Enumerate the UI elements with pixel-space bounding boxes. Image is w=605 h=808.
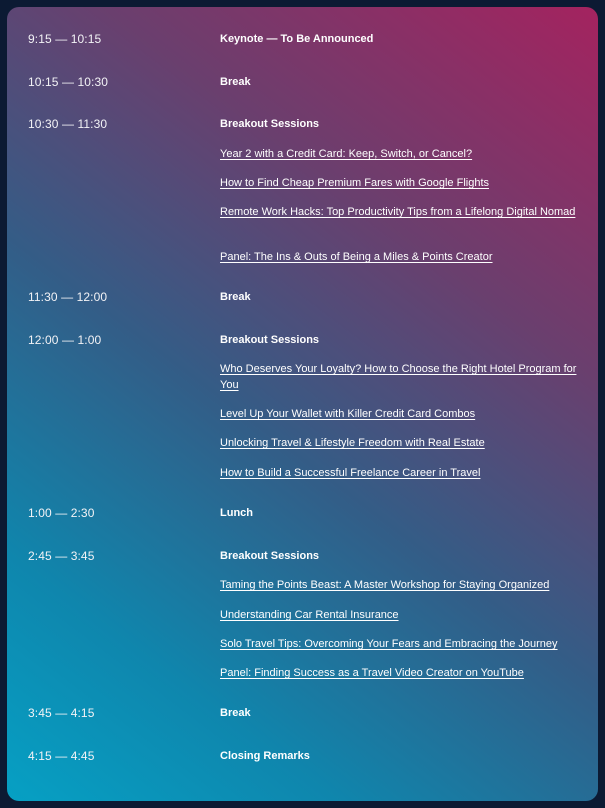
time-slot: 1:00 — 2:30 — [28, 506, 95, 520]
session-link[interactable]: Remote Work Hacks: Top Productivity Tips from a Lifelong Digital Nomad — [220, 206, 576, 218]
time-slot: 3:45 — 4:15 — [28, 706, 95, 720]
event-title: Breakout Sessions — [220, 334, 320, 346]
event-title: Lunch — [220, 507, 253, 519]
session-link[interactable]: Panel: Finding Success as a Travel Video Creator on YouTube — [220, 667, 524, 679]
session-link[interactable]: Year 2 with a Credit Card: Keep, Switch, or Cancel? — [220, 148, 473, 160]
session-link[interactable]: Understanding Car Rental Insurance — [220, 609, 399, 621]
session-link[interactable]: Panel: The Ins & Outs of Being a Miles & Points Creator — [220, 251, 493, 263]
event-title: Closing Remarks — [220, 750, 310, 762]
session-link[interactable]: Solo Travel Tips: Overcoming Your Fears and Embracing the Journey — [220, 638, 558, 650]
time-slot: 11:30 — 12:00 — [28, 290, 108, 304]
time-slot: 10:15 — 10:30 — [28, 75, 109, 89]
session-link[interactable]: Who Deserves Your Loyalty? How to Choose the Right Hotel Program for You — [220, 363, 577, 391]
session-link[interactable]: Taming the Points Beast: A Master Workshop for Staying Organized — [220, 579, 550, 591]
agenda-card — [7, 7, 598, 801]
session-link[interactable]: How to Build a Successful Freelance Career in Travel — [220, 467, 481, 479]
event-title: Keynote — To Be Announced — [220, 33, 374, 45]
time-slot: 2:45 — 3:45 — [28, 549, 95, 563]
event-title: Break — [220, 707, 251, 719]
time-slot: 10:30 — 11:30 — [28, 117, 108, 131]
time-slot: 9:15 — 10:15 — [28, 32, 102, 46]
time-slot: 12:00 — 1:00 — [28, 333, 102, 347]
event-title: Break — [220, 76, 251, 88]
time-slot: 4:15 — 4:45 — [28, 749, 95, 763]
session-link[interactable]: How to Find Cheap Premium Fares with Google Flights — [220, 177, 489, 189]
event-title: Breakout Sessions — [220, 118, 320, 130]
session-link[interactable]: Level Up Your Wallet with Killer Credit Card Combos — [220, 408, 476, 420]
event-title: Break — [220, 291, 251, 303]
event-title: Breakout Sessions — [220, 550, 320, 562]
session-link[interactable]: Unlocking Travel & Lifestyle Freedom with Real Estate — [220, 437, 485, 449]
